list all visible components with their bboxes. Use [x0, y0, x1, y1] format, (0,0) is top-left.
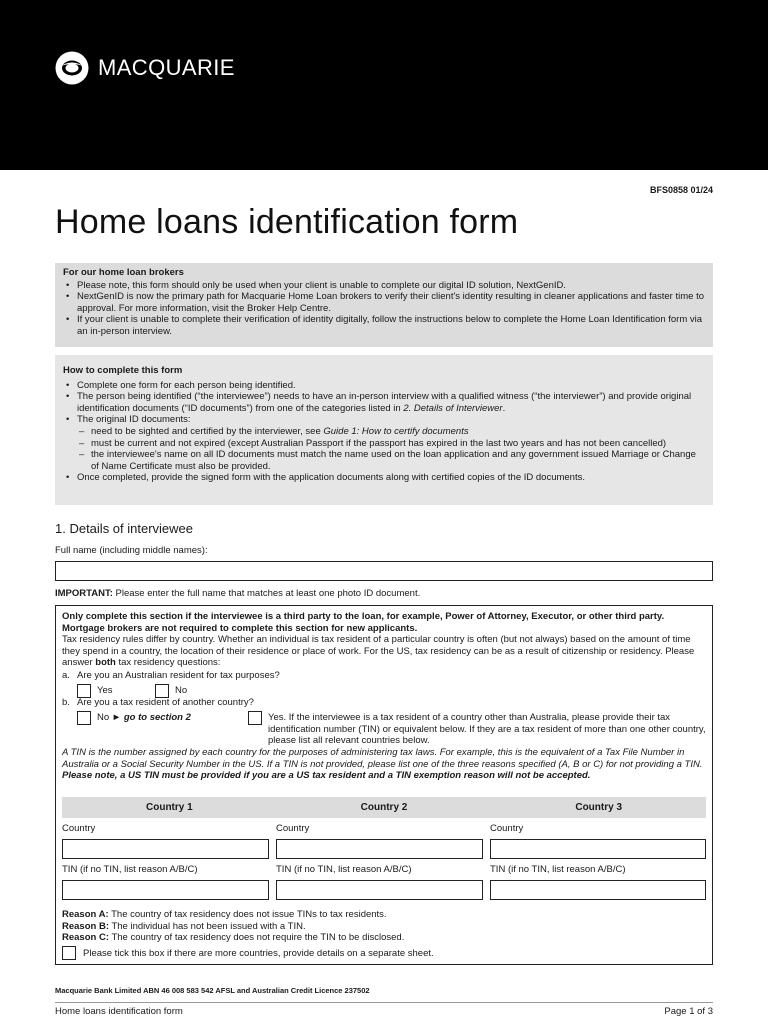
more-countries-checkbox[interactable]: [62, 946, 76, 960]
howto-bullet-3: [63, 414, 705, 472]
column-country-2: Country 2: [360, 802, 408, 813]
reason-b: [62, 921, 306, 932]
tax-residency-text-main: Tax residency rules differ by country. Whether an individual is tax resident of a particular country is often (but not always) based on the amount of time they spend in a country, the location of their residence or place of work. For the US, tax residency can be as a result of citizenship or residency. Please answer: [62, 634, 695, 668]
brokers-bullet-2-text: NextGenID is now the primary path for Macquarie Home Loan brokers to verify their client's identity resulting in cleaner applications and faster time to approval. For more information, visit the: [77, 291, 704, 314]
reason-c-label: Reason C:: [62, 932, 109, 943]
important-text: Please enter the full name that matches at least one photo ID document.: [112, 588, 421, 599]
brokers-info-box: [55, 263, 713, 347]
broker-help-centre-link[interactable]: Broker Help Centre: [247, 302, 329, 314]
brokers-bullet-3: • If your client is unable to complete their verification of identity digitally, follow the instructions below to complete the Home Loan Identification form via an in-person interview.: [63, 314, 705, 337]
section-1-heading: 1. Details of interviewee: [55, 521, 194, 536]
how-to-complete-box: [55, 355, 713, 505]
macquarie-holey-dollar-icon: [55, 51, 89, 85]
column-country-1: Country 1: [146, 802, 193, 813]
important-label: IMPORTANT:: [55, 588, 113, 599]
reason-c: [62, 932, 404, 943]
tin-explanation-text: A TIN is the number assigned by each country for the purposes of administering tax laws. For example, this is the equivalent of a Tax File Number in Australia or a Social Security Number in the US. If a TIN is not provided, please list one of the three reasons specified (A, B or C) for not providing a TIN.: [62, 747, 703, 770]
howto-bullet-3-text: The original ID documents:: [77, 414, 191, 426]
howto-dash-1: [77, 426, 705, 438]
howto-bullet-1: • Complete one form for each person being identified.: [63, 380, 705, 392]
footer-form-name: Home loans identification form: [55, 1006, 183, 1017]
howto-dash-1-text: need to be sighted and certified by the interviewer, see: [91, 425, 324, 437]
other-country-yes-label: Yes. If the interviewee is a tax resident of a country other than Australia, please provide their tax identification number (TIN) or equivalent below. If they are a tax resident of more than one other country, please list all relevant countries below.: [268, 712, 706, 746]
howto-box-list: [63, 380, 705, 484]
footer-divider: [55, 1002, 713, 1003]
tin-1-label: TIN (if no TIN, list reason A/B/C): [62, 864, 198, 875]
column-country-3: Country 3: [575, 802, 623, 813]
reason-a: [62, 909, 387, 920]
play-arrow-icon: ►: [111, 712, 122, 723]
full-name-label: Full name (including middle names):: [55, 545, 208, 556]
question-b-text: Are you a tax resident of another country?: [77, 697, 254, 708]
brokers-bullet-2-end: .: [328, 302, 331, 314]
other-country-no-checkbox[interactable]: [77, 711, 91, 725]
country-3-label: Country: [490, 823, 524, 834]
us-tin-note: Please note, a US TIN must be provided if you are a US tax resident and a TIN exemption reason will not be accepted.: [62, 770, 591, 781]
howto-bullet-2-text: The person being identified (“the interviewee”) needs to have an in-person interview with a qualified witness (“the interviewer”) and provide original identification documents (“ID documents”) from one of the categories listed in: [77, 391, 692, 414]
howto-dash-2: – must be current and not expired (except Australian Passport if the passport has expired in the last two years and has not been cancelled): [77, 438, 705, 450]
tin-2-field[interactable]: [276, 880, 483, 900]
country-1-label: Country: [62, 823, 96, 834]
brokers-bullet-2: [63, 291, 705, 314]
country-2-label: Country: [276, 823, 310, 834]
question-a-letter: a.: [62, 670, 70, 681]
header-bar: [0, 0, 768, 170]
tax-residency-text-end: tax residency questions:: [115, 657, 221, 668]
page-title: Home loans identification form: [55, 203, 519, 241]
howto-bullet-2-end: .: [502, 402, 506, 414]
tin-1-field[interactable]: [62, 880, 269, 900]
page-number: Page 1 of 3: [664, 1006, 713, 1017]
brand-logo: [55, 51, 235, 85]
brokers-bullet-1: • Please note, this form should only be used when your client is unable to complete our digital ID solution, NextGenID.: [63, 280, 705, 292]
go-to-section-2-text: go to section 2: [123, 712, 191, 723]
australian-resident-no-checkbox[interactable]: [155, 684, 169, 698]
reason-a-text: The country of tax residency does not issue TINs to tax residents.: [108, 909, 387, 920]
howto-box-heading: How to complete this form: [63, 365, 183, 376]
question-a-text: Are you an Australian resident for tax purposes?: [77, 670, 280, 681]
country-2-field[interactable]: [276, 839, 483, 859]
other-country-yes-checkbox[interactable]: [248, 711, 262, 725]
reason-a-label: Reason A:: [62, 909, 109, 920]
howto-dash-1-ref: Guide 1: How to certify documents: [323, 425, 469, 437]
brand-name: MACQUARIE: [98, 55, 235, 80]
tax-section-intro: Only complete this section if the interviewee is a third party to the loan, for example, Power of Attorney, Executor, or other third party. Mortgage brokers are not required to complete this section for new applicants.: [62, 611, 665, 634]
footer-legal-text: Macquarie Bank Limited ABN 46 008 583 542 AFSL and Australian Credit Licence 237502: [55, 986, 370, 995]
tin-explanation: [62, 747, 707, 782]
other-country-no-text: No: [97, 712, 110, 723]
document-reference: BFS0858 01/24: [649, 185, 713, 195]
full-name-field[interactable]: [55, 561, 713, 581]
important-note: [55, 588, 420, 599]
brokers-box-list: [63, 280, 705, 338]
tin-3-label: TIN (if no TIN, list reason A/B/C): [490, 864, 626, 875]
tax-residency-both: both: [95, 657, 116, 668]
reason-c-text: The country of tax residency does not require the TIN to be disclosed.: [108, 932, 405, 943]
howto-bullet-2: [63, 391, 705, 414]
tin-3-field[interactable]: [490, 880, 706, 900]
reason-b-text: The individual has not been issued with a TIN.: [108, 921, 306, 932]
howto-dash-3: – the interviewee's name on all ID documents must match the name used on the loan application and any government issued Marriage or Change of Name Certificate must also be provided.: [77, 449, 705, 472]
other-country-no-label: [97, 712, 191, 723]
australian-resident-no-label: No: [175, 685, 188, 696]
tin-2-label: TIN (if no TIN, list reason A/B/C): [276, 864, 412, 875]
id-documents-sublist: [77, 426, 705, 472]
reason-b-label: Reason B:: [62, 921, 109, 932]
australian-resident-yes-checkbox[interactable]: [77, 684, 91, 698]
howto-bullet-2-ref: 2. Details of Interviewer: [403, 402, 503, 414]
howto-bullet-4: • Once completed, provide the signed form with the application documents along with certified copies of the ID documents.: [63, 472, 705, 484]
tax-residency-text: [62, 634, 707, 669]
question-b-letter: b.: [62, 697, 70, 708]
country-1-field[interactable]: [62, 839, 269, 859]
more-countries-label: Please tick this box if there are more countries, provide details on a separate sheet.: [83, 948, 434, 959]
country-table-header: [62, 797, 706, 818]
australian-resident-yes-label: Yes: [97, 685, 113, 696]
brokers-box-heading: For our home loan brokers: [63, 267, 184, 278]
country-3-field[interactable]: [490, 839, 706, 859]
